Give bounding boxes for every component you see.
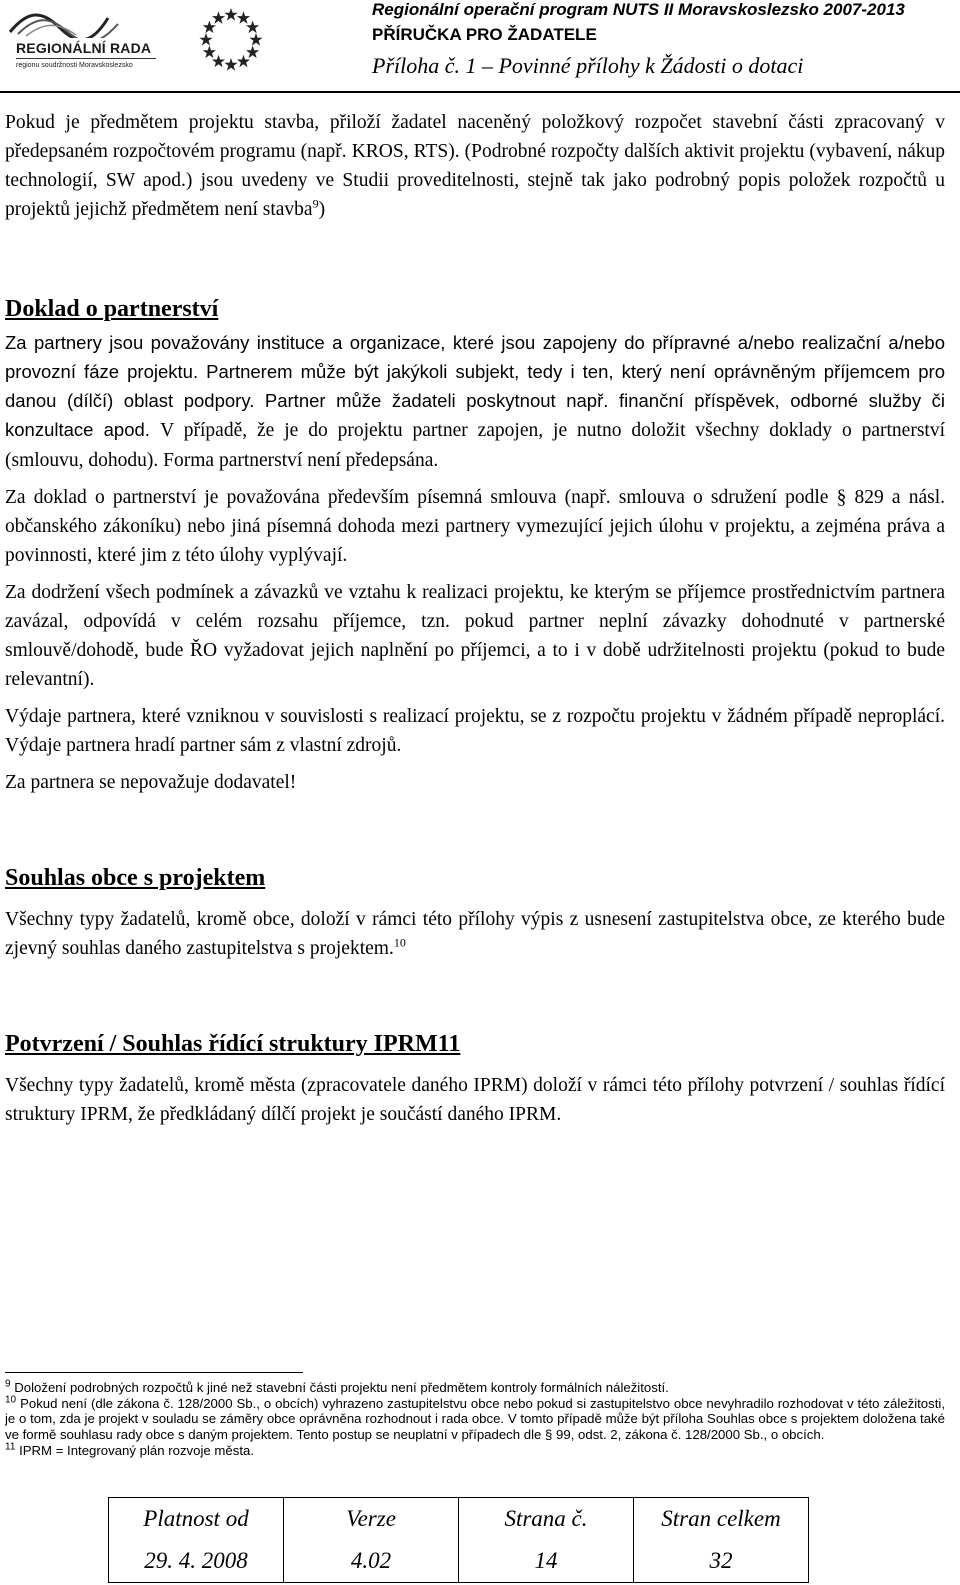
footer-valid-from: 29. 4. 2008 [109,1540,284,1583]
program-title: Regionální operační program NUTS II Moravskoslezsko 2007-2013 [372,0,905,19]
footnote-num: 11 [5,1441,16,1453]
intro-text: Pokud je předmětem projektu stavba, přiloží žadatel naceněný položkový rozpočet stavební části zpracovaný v předepsaném rozpočtovém programu (např. KROS, RTS). (Podrobné rozpočty dalších aktivit projektu (vybavení, nákup technologií, SW apod.) jsou uvedeny ve Studii proveditelnosti, stejně tak jako podrobný popis položek rozpočtů u projektů jejichž předmětem není stavba [5,112,945,220]
regionalni-rada-logo [8,0,158,80]
footer-header-version: Verze [284,1498,459,1541]
partnership-p2: Za doklad o partnerství je považována především písemná smlouva (např. smlouva o sdružení podle § 829 a násl. občanského zákoníku) nebo jiná písemná dohoda mezi partnery vymezující jejich úlohu v projektu, a zejména práva a povinnosti, které jim z této úlohy vyplývají. [5,487,945,566]
document-body [5,108,945,1129]
heading-iprm: Potvrzení / Souhlas řídící struktury IPRM11 [5,1031,461,1057]
footnote-text: Pokud není (dle zákona č. 128/2000 Sb., o obcích) vyhrazeno zastupitelstvu obce nebo pokud si zastupitelstvo obce nevyhradilo rozhodovat v této záležitosti, je o tom, zda je projekt v souladu se záměry obce oprávněna rozhodnout i rada obce. V tomto případě může být příloha Souhlas obce s projektem doložena také ve formě souhlasu rady obce s daným projektem. Tento postup se neuplatní v případech dle § 99, odst. 2, zákona č. 128/2000 Sb., o obcích. [5,1395,945,1443]
footer-table [108,1497,809,1583]
footer-value-row [109,1540,809,1583]
partnership-p1-sans: Za partnery jsou považovány instituce a organizace, které jsou zapojeny do přípravné a/nebo realizační a/nebo provozní fáze projektu. Partnerem může být jakýkoli subjekt, tedy i ten, který není oprávněným příjemcem pro danou (dílčí) oblast podpory. Partner může žadateli poskytnout např. finanční příspěvek, odborné služby či konzultace apod. [5,332,945,440]
footer-header-total-pages: Stran celkem [634,1498,809,1541]
footnote-ref-9: 9 [312,196,319,211]
footer-page-number: 14 [459,1540,634,1583]
footer-header-valid-from: Platnost od [109,1498,284,1541]
footnote-divider [5,1372,303,1373]
handbook-title: PŘÍRUČKA PRO ŽADATELE [372,25,597,44]
logo-subtitle: regionu soudržnosti Moravskoslezsko [16,62,133,69]
iprm-paragraph: Všechny typy žadatelů, kromě města (zpracovatele daného IPRM) doloží v rámci této přílohy potvrzení / souhlas řídící struktury IPRM, že předkládaný dílčí projekt je součástí daného IPRM. [5,1075,945,1125]
footer-header-page: Strana č. [459,1498,634,1541]
footnote-9 [5,1380,945,1396]
logo-divider [16,58,156,59]
heading-partnership: Doklad o partnerství [5,296,219,322]
footer-total-pages: 32 [634,1540,809,1583]
footnote-num: 10 [5,1394,17,1406]
footnote-num: 9 [5,1378,11,1390]
eu-stars-icon [196,4,266,74]
annex-title: Příloha č. 1 – Povinné přílohy k Žádosti o dotaci [372,53,804,78]
partnership-p3: Za dodržení všech podmínek a závazků ve vztahu k realizaci projektu, ke kterým se příjemce prostřednictvím partnera zavázal, odpovídá v celém rozsahu příjemce, tzn. pokud partner neplní závazky dohodnuté v partnerské smlouvě/dohodě, bude ŘO vyžadovat jejich naplnění po příjemci, a to i v době udržitelnosti projektu (pokud to bude relevantní). [5,582,945,690]
municipality-paragraph [5,905,945,963]
partnership-p4: Výdaje partnera, které vzniknou v souvislosti s realizací projektu, se z rozpočtu projektu v žádném případě neproplácí. Výdaje partnera hradí partner sám z vlastní zdrojů. [5,706,945,756]
partnership-p1 [5,328,945,475]
partnership-p1-cont: V případě, že je do projektu partner zapojen, je nutno doložit všechny doklady o partnerství (smlouvu, dohodu). Forma partnerství není předepsána. [5,420,945,471]
partnership-intro [5,328,945,475]
intro-close: ) [318,199,326,220]
logo-brand-name: REGIONÁLNÍ RADA [16,40,152,56]
partnership-p5: Za partnera se nepovažuje dodavatel! [5,772,297,793]
footnote-ref-10: 10 [393,935,406,950]
municipality-text: Všechny typy žadatelů, kromě obce, doloží v rámci této přílohy výpis z usnesení zastupitelstva obce, ze kterého bude zjevný souhlas daného zastupitelstva s projektem. [5,909,945,959]
header-divider [0,91,960,93]
footnote-11 [5,1443,945,1459]
intro-paragraph [5,108,945,224]
footnotes [5,1380,945,1459]
page-header [0,0,960,90]
heading-municipality: Souhlas obce s projektem [5,865,266,891]
footnote-text: Doložení podrobných rozpočtů k jiné než stavební části projektu není předmětem kontroly formálních náležitostí. [14,1380,669,1395]
footer-header-row [109,1498,809,1541]
wave-logo-icon [8,4,158,38]
footer-version: 4.02 [284,1540,459,1583]
footnote-10 [5,1396,945,1443]
footnote-text: IPRM = Integrovaný plán rozvoje města. [19,1442,254,1458]
